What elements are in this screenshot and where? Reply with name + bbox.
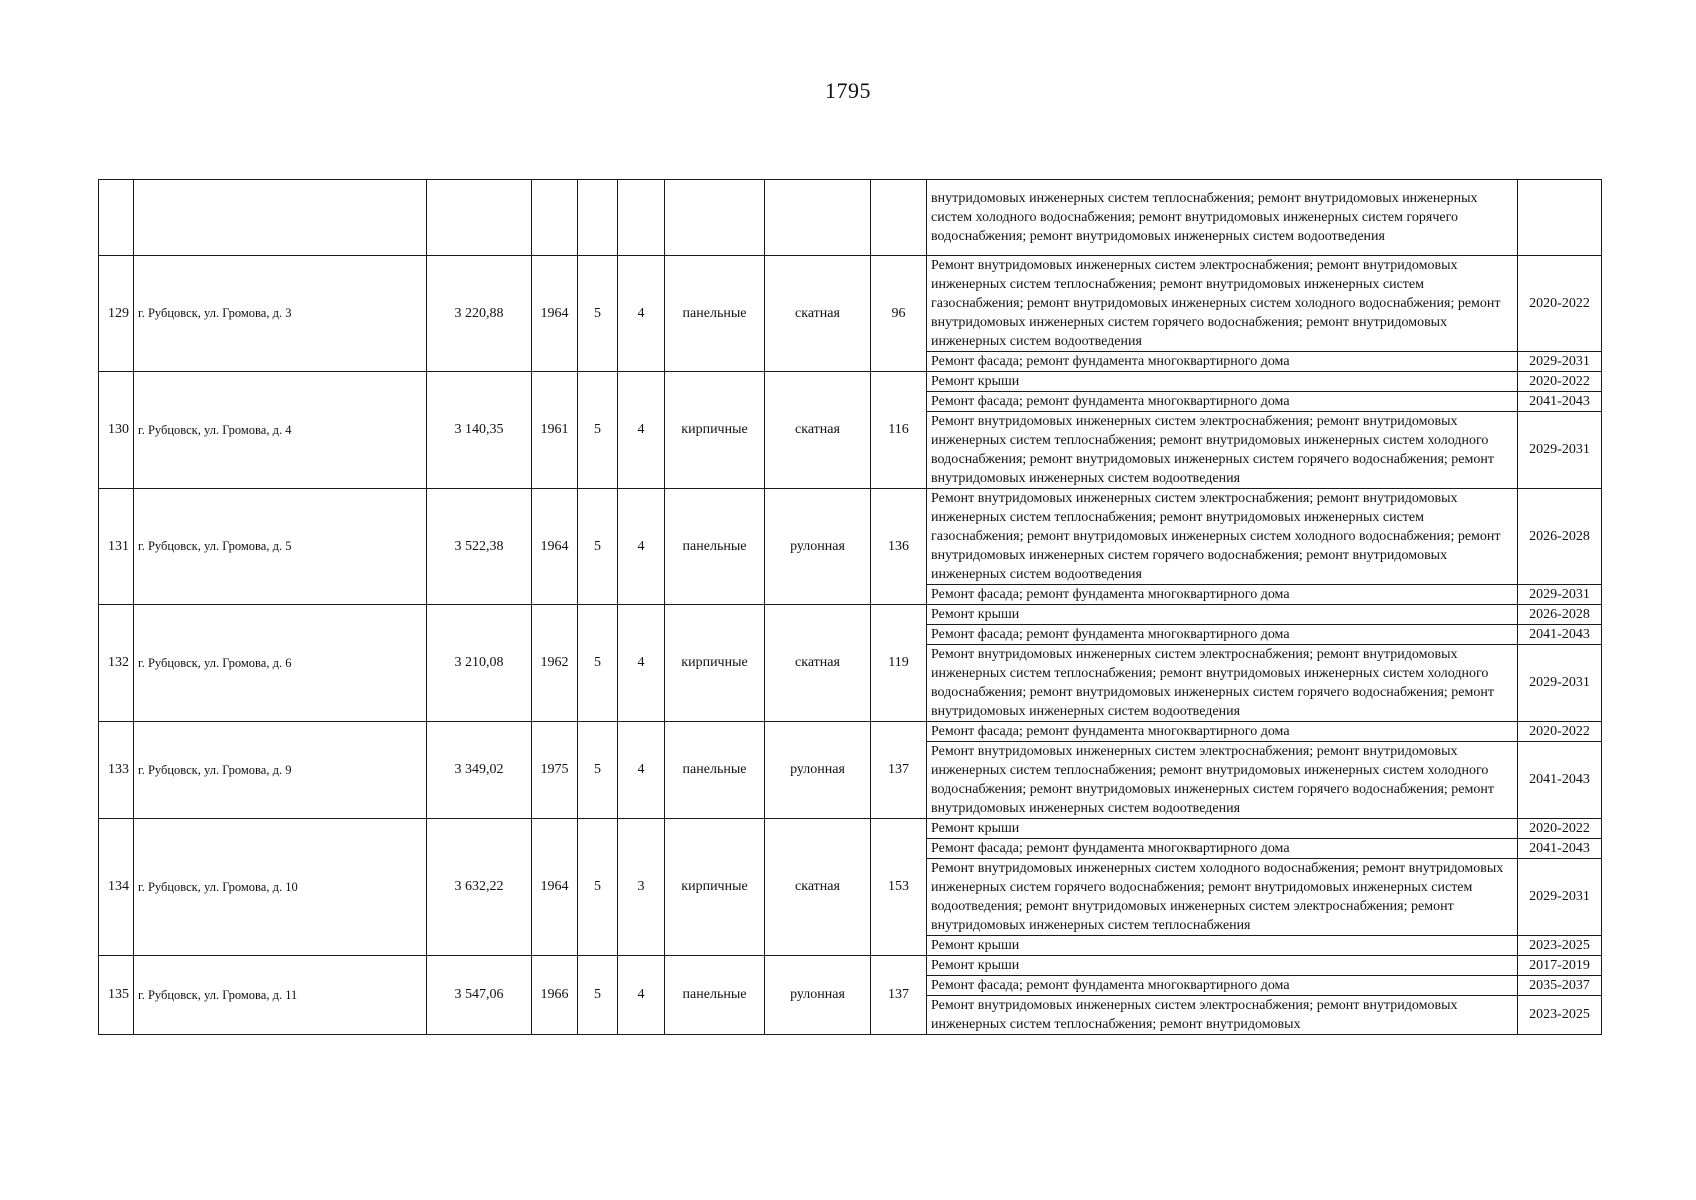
cell-period xyxy=(1518,180,1602,256)
table-body xyxy=(99,180,1602,1035)
cell-year xyxy=(532,180,578,256)
cell-address: г. Рубцовск, ул. Громова, д. 3 xyxy=(134,256,427,372)
cell-num: 131 xyxy=(99,489,134,605)
cell-walls: панельные xyxy=(665,256,765,372)
cell-period: 2041-2043 xyxy=(1518,839,1602,859)
cell-entrances: 4 xyxy=(618,722,665,819)
cell-work: Ремонт внутридомовых инженерных систем электроснабжения; ремонт внутридомовых инженерных систем теплоснабжения; ремонт внутридомовых инженерных систем холодного водоснабжения; ремонт внутридомовых инженерных систем горячего водоснабжения; ремонт внутридомовых инженерных систем водоотведения xyxy=(927,412,1518,489)
cell-roof: рулонная xyxy=(765,956,871,1035)
cell-work: Ремонт фасада; ремонт фундамента многоквартирного дома xyxy=(927,839,1518,859)
cell-entrances: 4 xyxy=(618,605,665,722)
cell-num: 133 xyxy=(99,722,134,819)
cell-period: 2026-2028 xyxy=(1518,489,1602,585)
cell-period: 2041-2043 xyxy=(1518,625,1602,645)
cell-year: 1964 xyxy=(532,256,578,372)
cell-floors xyxy=(578,180,618,256)
cell-entrances: 3 xyxy=(618,819,665,956)
cell-floors: 5 xyxy=(578,489,618,605)
table-row xyxy=(99,256,1602,352)
cell-walls: кирпичные xyxy=(665,819,765,956)
cell-period: 2017-2019 xyxy=(1518,956,1602,976)
cell-period: 2020-2022 xyxy=(1518,256,1602,352)
cell-work: Ремонт фасада; ремонт фундамента многоквартирного дома xyxy=(927,585,1518,605)
cell-address: г. Рубцовск, ул. Громова, д. 5 xyxy=(134,489,427,605)
table-row xyxy=(99,489,1602,585)
cell-period: 2023-2025 xyxy=(1518,996,1602,1035)
cell-year: 1964 xyxy=(532,489,578,605)
cell-period: 2020-2022 xyxy=(1518,722,1602,742)
cell-residents: 137 xyxy=(871,722,927,819)
cell-work: Ремонт фасада; ремонт фундамента многоквартирного дома xyxy=(927,625,1518,645)
cell-walls: панельные xyxy=(665,956,765,1035)
cell-num: 130 xyxy=(99,372,134,489)
cell-work: Ремонт внутридомовых инженерных систем электроснабжения; ремонт внутридомовых инженерных систем теплоснабжения; ремонт внутридомовых инженерных систем холодного водоснабжения; ремонт внутридомовых инженерных систем горячего водоснабжения; ремонт внутридомовых инженерных систем водоотведения xyxy=(927,645,1518,722)
cell-address: г. Рубцовск, ул. Громова, д. 6 xyxy=(134,605,427,722)
cell-num: 129 xyxy=(99,256,134,372)
cell-work: Ремонт крыши xyxy=(927,819,1518,839)
cell-floors: 5 xyxy=(578,372,618,489)
cell-address: г. Рубцовск, ул. Громова, д. 10 xyxy=(134,819,427,956)
cell-walls: панельные xyxy=(665,722,765,819)
cell-walls xyxy=(665,180,765,256)
cell-entrances: 4 xyxy=(618,256,665,372)
cell-residents: 137 xyxy=(871,956,927,1035)
cell-entrances: 4 xyxy=(618,956,665,1035)
cell-num xyxy=(99,180,134,256)
cell-area: 3 220,88 xyxy=(427,256,532,372)
cell-period: 2029-2031 xyxy=(1518,645,1602,722)
table-row xyxy=(99,722,1602,742)
cell-area: 3 632,22 xyxy=(427,819,532,956)
cell-area: 3 140,35 xyxy=(427,372,532,489)
cell-period: 2035-2037 xyxy=(1518,976,1602,996)
cell-floors: 5 xyxy=(578,956,618,1035)
cell-work: Ремонт внутридомовых инженерных систем электроснабжения; ремонт внутридомовых инженерных систем теплоснабжения; ремонт внутридомовых инженерных систем газоснабжения; ремонт внутридомовых инженерных систем холодного водоснабжения; ремонт внутридомовых инженерных систем горячего водоснабжения; ремонт внутридомовых инженерных систем водоотведения xyxy=(927,256,1518,352)
cell-address: г. Рубцовск, ул. Громова, д. 9 xyxy=(134,722,427,819)
cell-walls: кирпичные xyxy=(665,372,765,489)
cell-work: Ремонт крыши xyxy=(927,956,1518,976)
cell-period: 2020-2022 xyxy=(1518,372,1602,392)
cell-work: Ремонт крыши xyxy=(927,605,1518,625)
cell-roof: рулонная xyxy=(765,722,871,819)
cell-num: 135 xyxy=(99,956,134,1035)
table-row xyxy=(99,819,1602,839)
cell-residents: 96 xyxy=(871,256,927,372)
cell-year: 1962 xyxy=(532,605,578,722)
cell-period: 2029-2031 xyxy=(1518,352,1602,372)
cell-roof: скатная xyxy=(765,605,871,722)
cell-area: 3 349,02 xyxy=(427,722,532,819)
cell-period: 2026-2028 xyxy=(1518,605,1602,625)
cell-year: 1961 xyxy=(532,372,578,489)
cell-year: 1975 xyxy=(532,722,578,819)
cell-work: Ремонт фасада; ремонт фундамента многоквартирного дома xyxy=(927,722,1518,742)
cell-area: 3 522,38 xyxy=(427,489,532,605)
cell-period: 2041-2043 xyxy=(1518,742,1602,819)
table-row xyxy=(99,372,1602,392)
cell-period: 2029-2031 xyxy=(1518,585,1602,605)
cell-address: г. Рубцовск, ул. Громова, д. 11 xyxy=(134,956,427,1035)
cell-floors: 5 xyxy=(578,819,618,956)
cell-walls: кирпичные xyxy=(665,605,765,722)
cell-num: 134 xyxy=(99,819,134,956)
cell-work: Ремонт внутридомовых инженерных систем холодного водоснабжения; ремонт внутридомовых инженерных систем горячего водоснабжения; ремонт внутридомовых инженерных систем водоотведения; ремонт внутридомовых инженерных систем электроснабжения; ремонт внутридомовых инженерных систем теплоснабжения xyxy=(927,859,1518,936)
continuation-row xyxy=(99,180,1602,256)
cell-area: 3 547,06 xyxy=(427,956,532,1035)
page-number: 1795 xyxy=(825,78,871,103)
cell-area xyxy=(427,180,532,256)
cell-floors: 5 xyxy=(578,722,618,819)
cell-work: Ремонт крыши xyxy=(927,936,1518,956)
cell-work: внутридомовых инженерных систем теплоснабжения; ремонт внутридомовых инженерных систем холодного водоснабжения; ремонт внутридомовых инженерных систем горячего водоснабжения; ремонт внутридомовых инженерных систем водоотведения xyxy=(927,180,1518,256)
cell-year: 1966 xyxy=(532,956,578,1035)
cell-num: 132 xyxy=(99,605,134,722)
cell-work: Ремонт фасада; ремонт фундамента многоквартирного дома xyxy=(927,976,1518,996)
cell-roof: скатная xyxy=(765,372,871,489)
cell-residents: 119 xyxy=(871,605,927,722)
housing-repair-table xyxy=(98,179,1602,1035)
cell-work: Ремонт крыши xyxy=(927,372,1518,392)
cell-entrances: 4 xyxy=(618,372,665,489)
cell-walls: панельные xyxy=(665,489,765,605)
cell-floors: 5 xyxy=(578,256,618,372)
cell-roof: скатная xyxy=(765,819,871,956)
cell-work: Ремонт внутридомовых инженерных систем электроснабжения; ремонт внутридомовых инженерных систем теплоснабжения; ремонт внутридомовых xyxy=(927,996,1518,1035)
cell-work: Ремонт фасада; ремонт фундамента многоквартирного дома xyxy=(927,352,1518,372)
cell-roof xyxy=(765,180,871,256)
cell-period: 2041-2043 xyxy=(1518,392,1602,412)
cell-residents: 153 xyxy=(871,819,927,956)
cell-floors: 5 xyxy=(578,605,618,722)
cell-entrances: 4 xyxy=(618,489,665,605)
cell-address xyxy=(134,180,427,256)
cell-roof: рулонная xyxy=(765,489,871,605)
cell-address: г. Рубцовск, ул. Громова, д. 4 xyxy=(134,372,427,489)
cell-period: 2029-2031 xyxy=(1518,412,1602,489)
cell-year: 1964 xyxy=(532,819,578,956)
cell-roof: скатная xyxy=(765,256,871,372)
cell-residents: 116 xyxy=(871,372,927,489)
cell-period: 2029-2031 xyxy=(1518,859,1602,936)
cell-entrances xyxy=(618,180,665,256)
cell-area: 3 210,08 xyxy=(427,605,532,722)
cell-residents: 136 xyxy=(871,489,927,605)
cell-work: Ремонт внутридомовых инженерных систем электроснабжения; ремонт внутридомовых инженерных систем теплоснабжения; ремонт внутридомовых инженерных систем холодного водоснабжения; ремонт внутридомовых инженерных систем горячего водоснабжения; ремонт внутридомовых инженерных систем водоотведения xyxy=(927,742,1518,819)
table-row xyxy=(99,605,1602,625)
cell-work: Ремонт внутридомовых инженерных систем электроснабжения; ремонт внутридомовых инженерных систем теплоснабжения; ремонт внутридомовых инженерных систем газоснабжения; ремонт внутридомовых инженерных систем холодного водоснабжения; ремонт внутридомовых инженерных систем горячего водоснабжения; ремонт внутридомовых инженерных систем водоотведения xyxy=(927,489,1518,585)
cell-work: Ремонт фасада; ремонт фундамента многоквартирного дома xyxy=(927,392,1518,412)
cell-period: 2023-2025 xyxy=(1518,936,1602,956)
table-row xyxy=(99,956,1602,976)
cell-residents xyxy=(871,180,927,256)
cell-period: 2020-2022 xyxy=(1518,819,1602,839)
